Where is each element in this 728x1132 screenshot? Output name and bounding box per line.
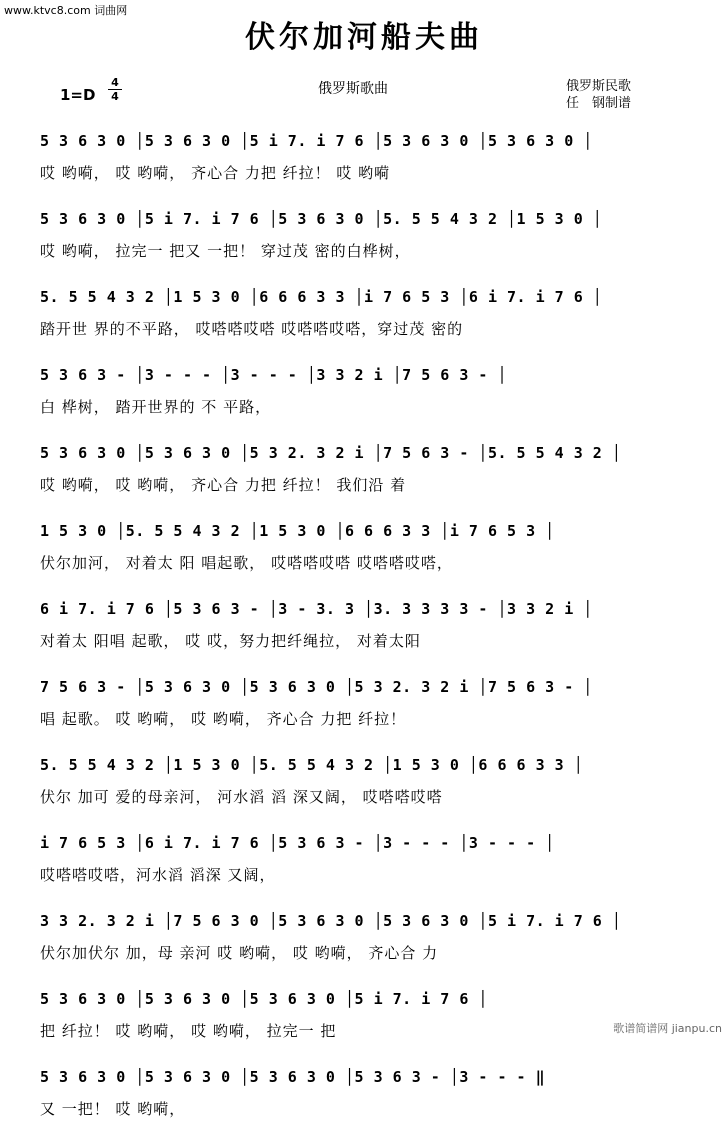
notes-line: 7 5 6 3 - │5 3 6 3 0 │5 3 6 3 0 │5 3 2. 3 2 i │7 5 6 3 - │ <box>40 678 593 696</box>
credit-arranger: 任 钢制谱 <box>566 96 632 111</box>
credits <box>566 78 631 112</box>
key-signature: 1=D <box>60 86 96 104</box>
lyric-line: 伏尔加伏尔 加，母 亲河 哎 哟嗬， 哎 哟嗬， 齐心合 力 <box>40 944 439 962</box>
lyric-line: 伏尔加河， 对着太 阳 唱起歌， 哎嗒嗒哎嗒 哎嗒嗒哎嗒， <box>40 554 453 572</box>
notes-line: 5 3 6 3 - │3 - - - │3 - - - │3 3 2 i │7 5 6 3 - │ <box>40 366 508 384</box>
score-row <box>40 118 700 196</box>
score-row <box>40 274 700 352</box>
notes-line: i 7 6 5 3 │6 i 7. i 7 6 │5 3 6 3 - │3 - - - │3 - - - │ <box>40 834 555 852</box>
score-row <box>40 352 700 430</box>
score-row <box>40 664 700 742</box>
notes-line: 5 3 6 3 0 │5 3 6 3 0 │5 3 6 3 0 │5 i 7. i 7 6 │ <box>40 990 488 1008</box>
notes-line: 5. 5 5 4 3 2 │1 5 3 0 │5. 5 5 4 3 2 │1 5 3 0 │6 6 6 3 3 │ <box>40 756 584 774</box>
lyric-line: 唱 起歌。 哎 哟嗬， 哎 哟嗬， 齐心合 力把 纤拉！ <box>40 710 407 728</box>
notes-line: 1 5 3 0 │5. 5 5 4 3 2 │1 5 3 0 │6 6 6 3 3 │i 7 6 5 3 │ <box>40 522 555 540</box>
lyric-line: 踏开世 界的不平路， 哎嗒嗒哎嗒 哎嗒嗒哎嗒，穿过茂 密的 <box>40 320 464 338</box>
score <box>40 118 700 1132</box>
lyric-line: 又 一把！ 哎 哟嗬， <box>40 1100 186 1118</box>
notes-line: 5 3 6 3 0 │5 3 6 3 0 │5 3 6 3 0 │5 3 6 3 - │3 - - - ‖ <box>40 1068 546 1086</box>
credit-origin: 俄罗斯民歌 <box>566 79 632 94</box>
song-title: 伏尔加河船夫曲 <box>245 20 483 55</box>
notes-line: 5 3 6 3 0 │5 i 7. i 7 6 │5 3 6 3 0 │5. 5 5 4 3 2 │1 5 3 0 │ <box>40 210 603 228</box>
score-row <box>40 898 700 976</box>
notes-line: 5 3 6 3 0 │5 3 6 3 0 │5 3 2. 3 2 i │7 5 6 3 - │5. 5 5 4 3 2 │ <box>40 444 622 462</box>
score-row <box>40 508 700 586</box>
lyric-line: 把 纤拉！ 哎 哟嗬， 哎 哟嗬， 拉完一 把 <box>40 1022 337 1040</box>
genre-label: 俄罗斯歌曲 <box>318 81 388 97</box>
score-row <box>40 976 700 1054</box>
notes-line: 6 i 7. i 7 6 │5 3 6 3 - │3 - 3. 3 │3. 3 3 3 3 - │3 3 2 i │ <box>40 600 593 618</box>
score-row <box>40 820 700 898</box>
time-signature <box>108 76 122 103</box>
meter-top: 4 <box>111 76 119 89</box>
score-row <box>40 196 700 274</box>
lyric-line: 伏尔 加可 爱的母亲河， 河水滔 滔 深又阔， 哎嗒嗒哎嗒 <box>40 788 443 806</box>
notes-line: 5 3 6 3 0 │5 3 6 3 0 │5 i 7. i 7 6 │5 3 6 3 0 │5 3 6 3 0 │ <box>40 132 593 150</box>
lyric-line: 哎 哟嗬， 哎 哟嗬， 齐心合 力把 纤拉！ 哎 哟嗬 <box>40 164 391 182</box>
site-label: www.ktvc8.com 词曲网 <box>4 4 128 17</box>
watermark: 歌谱简谱网 jianpu.cn <box>613 1022 722 1035</box>
meter-bottom: 4 <box>108 89 122 103</box>
score-row <box>40 1054 700 1132</box>
lyric-line: 对着太 阳唱 起歌， 哎 哎，努力把纤绳拉， 对着太阳 <box>40 632 421 650</box>
score-row <box>40 430 700 508</box>
lyric-line: 哎 哟嗬， 哎 哟嗬， 齐心合 力把 纤拉！ 我们沿 着 <box>40 476 407 494</box>
lyric-line: 白 桦树， 踏开世界的 不 平路， <box>40 398 272 416</box>
notes-line: 3 3 2. 3 2 i │7 5 6 3 0 │5 3 6 3 0 │5 3 6 3 0 │5 i 7. i 7 6 │ <box>40 912 622 930</box>
score-row <box>40 586 700 664</box>
notes-line: 5. 5 5 4 3 2 │1 5 3 0 │6 6 6 3 3 │i 7 6 5 3 │6 i 7. i 7 6 │ <box>40 288 603 306</box>
score-row <box>40 742 700 820</box>
lyric-line: 哎嗒嗒哎嗒，河水滔 滔深 又阔， <box>40 866 276 884</box>
lyric-line: 哎 哟嗬， 拉完一 把又 一把！ 穿过茂 密的白桦树， <box>40 242 411 260</box>
